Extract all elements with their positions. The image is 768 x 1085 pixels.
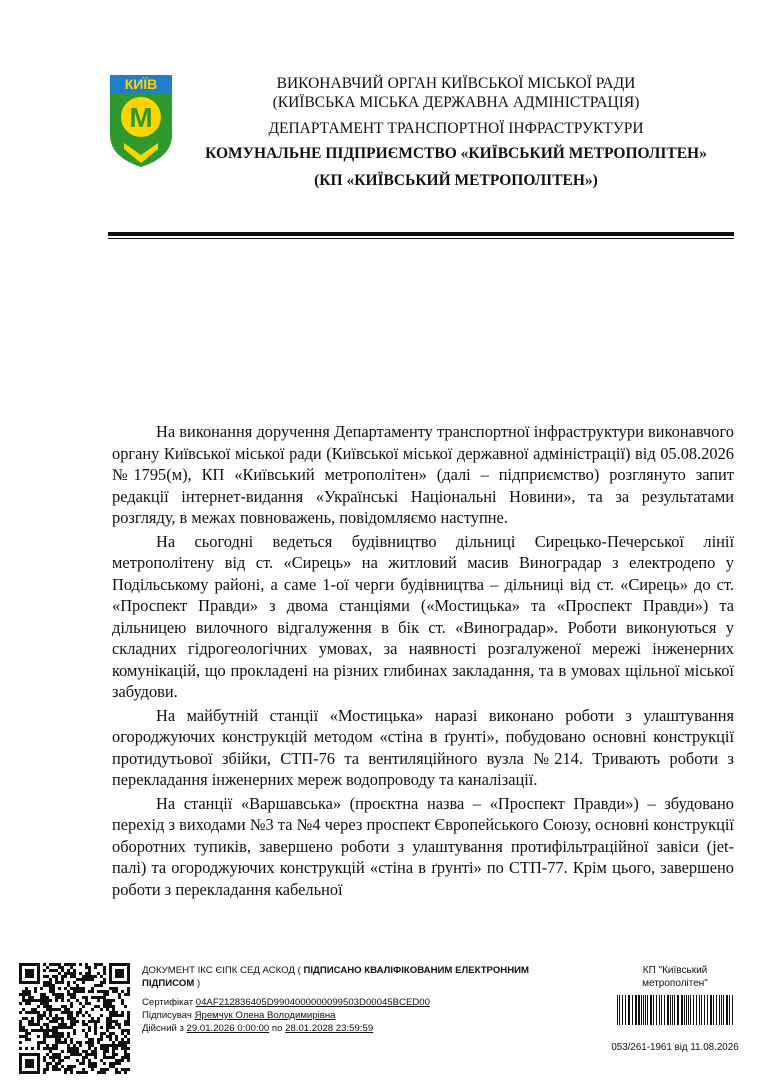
stamp-close-paren: ): [197, 978, 201, 989]
cert-label: Сертифікат: [142, 997, 194, 1008]
body-paragraph-3: На майбутній станції «Мостицька» наразі виконано роботи з улаштування огороджуючих конструкцій методом «стіна в ґрунті», побудовано основні конструкції протидутьової збійки, СТП-76 та вентиляційного вузла №214. Тривають роботи з перекладання інженерних мереж водопроводу та каналізації.: [112, 705, 734, 789]
valid-to-label: по: [271, 1023, 283, 1034]
letter-body: [112, 421, 734, 902]
header-line-4: КОМУНАЛЬНЕ ПІДПРИЄМСТВО «КИЇВСЬКИЙ МЕТРОПОЛІТЕН»: [205, 145, 707, 162]
valid-to-value: 28.01.2028 23:59:59: [285, 1023, 374, 1034]
qr-code: [19, 963, 130, 1074]
valid-from-value: 29.01.2026 0:00:00: [186, 1023, 270, 1034]
cert-value: 04AF212836405D9904000000099503D00045BCED00: [195, 997, 430, 1008]
body-paragraph-1: На виконання доручення Департаменту транспортної інфраструктури виконавчого органу Київської міської ради (Київської міської державної адміністрації) від 05.08.2026 №1795(м), КП «Київський метрополітен» (далі – підприємство) розглянуто запит редакції інтернет-видання «Українські Національні Новини», та за результатами розгляду, в межах повноважень, повідомляємо наступне.: [112, 422, 734, 527]
header-line-5: (КП «КИЇВСЬКИЙ МЕТРОПОЛІТЕН»): [314, 172, 598, 189]
stamp-open-paren: (: [297, 965, 301, 976]
stamp-signed-label: ПІДПИСАНО КВАЛІФІКОВАНИМ ЕЛЕКТРОННИМ: [303, 965, 530, 976]
body-paragraph-4: На станції «Варшавська» (проєктна назва – «Проспект Правди») – збудовано перехід з виходами №3 та №4 через проспект Європейського Союзу, основні конструкції оборотних тупиків, завершено роботи з улаштування протифільтраційної завіси (jet-палі) та огороджуючих конструкцій «стіна в ґрунті» по СТП-77. Крім цього, завершено роботи з перекладання кабельної: [112, 793, 734, 899]
header-line-2: (КИЇВСЬКА МІСЬКА ДЕРЖАВНА АДМІНІСТРАЦІЯ): [272, 94, 640, 111]
reg-number: 053/261-1961 від 11.08.2026: [611, 1042, 739, 1053]
signer-label: Підписувач: [142, 1010, 192, 1021]
header-divider-thick: [108, 232, 734, 236]
kyiv-metro-logo: [108, 73, 174, 169]
signer-value: Яремчук Олена Володимирівна: [194, 1010, 336, 1021]
valid-label: Дійсний з: [142, 1023, 184, 1034]
header-line-3: ДЕПАРТАМЕНТ ТРАНСПОРТНОЇ ІНФРАСТРУКТУРИ: [268, 120, 644, 137]
body-paragraph-2: На сьогодні ведеться будівництво дільниці Сирецько-Печерської лінії метрополітену від ст. «Сирець» на житловий масив Виноградар з електродепо у Подільському районі, а саме 1-ої черги будівництва – дільниці від ст. «Сирець» до ст. «Проспект Правди» з двома станціями («Мостицька» та «Проспект Правди») та дільницею вилочного відгалуження в бік ст. «Виноградар». Роботи виконуються у складних гідрогеологічних умовах, за наявності розгалуженої мережі інженерних комунікацій, що прокладені на різних глибинах закладання, та в умовах щільної міської забудови.: [112, 531, 734, 701]
barcode: [615, 995, 735, 1025]
reg-org-line-2: метрополітен": [642, 978, 708, 989]
header-divider-thin: [108, 238, 734, 239]
stamp-doc-label: ДОКУМЕНТ ІКС ЄІПК СЕД АСКОД: [142, 965, 295, 976]
header-line-1: ВИКОНАВЧИЙ ОРГАН КИЇВСЬКОЇ МІСЬКОЇ РАДИ: [276, 75, 636, 92]
logo-city-name: КИЇВ: [124, 76, 158, 92]
registration-block: [600, 964, 750, 1053]
reg-org-line-1: КП "Київський: [642, 965, 708, 976]
e-signature-stamp: [142, 964, 582, 1035]
stamp-signed-label-cont: ПІДПИСОМ: [142, 978, 195, 989]
logo-metro-letter: M: [129, 102, 153, 133]
